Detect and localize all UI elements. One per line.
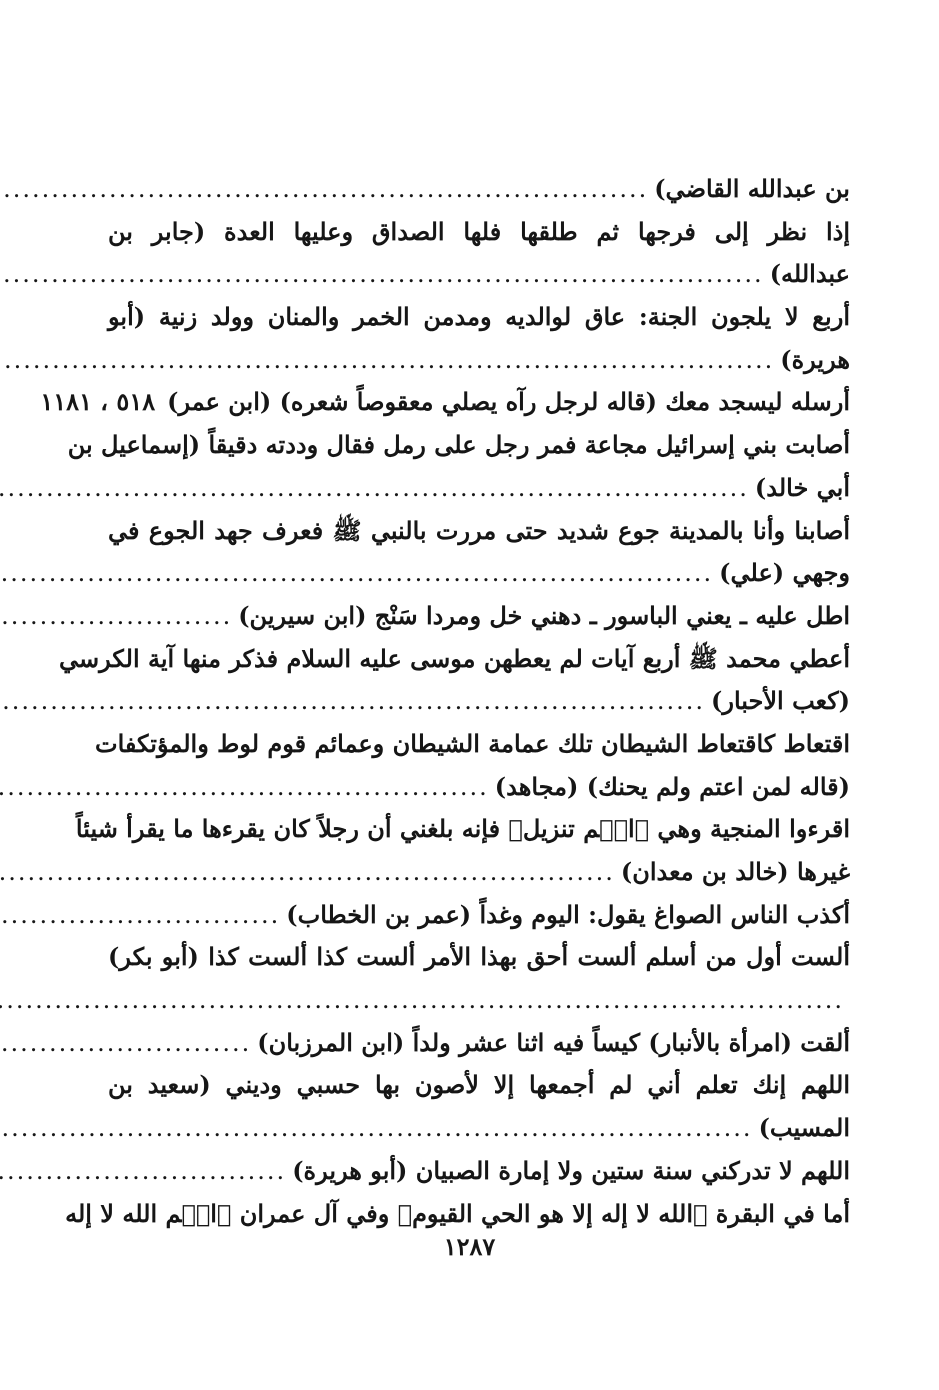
index-entry-line: ألقت (امرأة بالأنبار) كيساً فيه اثنا عشر ولداً (ابن المرزبان) .....	[108, 1022, 850, 1065]
index-entry-line: وجهي (علي) .....	[108, 552, 850, 595]
index-entry-line: أصابنا وأنا بالمدينة جوع شديد حتى مررت بالنبي ﷺ فعرف جهد الجوع في	[108, 515, 850, 545]
index-entry-line: أرسله ليسجد معك (قاله لرجل رآه يصلي معقوصاً شعره) (ابن عمر) ٥١٨ ، ١١٨١	[108, 381, 850, 424]
index-entry-line: ألست أول من أسلم ألست أحق بهذا الأمر ألست كذا ألست كذا (أبو بكر)	[108, 942, 850, 972]
index-entry-line: أعطي محمد ﷺ أربع آيات لم يعطهن موسى عليه السلام فذكر منها آية الكرسي	[59, 643, 850, 673]
index-entry-line: اقتعاط كاقتعاط الشيطان تلك عمامة الشيطان وعمائم قوم لوط والمؤتكفات	[94, 728, 850, 758]
index-page-body	[40, 168, 850, 1235]
index-entry-line: هريرة) .....	[108, 339, 850, 382]
leader-dots	[0, 766, 489, 809]
index-entry-line: اللهم لا تدركني سنة ستين ولا إمارة الصبيان (أبو هريرة) .....	[108, 1150, 850, 1193]
index-entry-line: اللهم إنك تعلم أني لم أجمعها إلا لأصون بها حسبي وديني (سعيد بن	[108, 1070, 850, 1100]
leader-dots	[0, 552, 713, 595]
index-entry-line: أربع لا يلجون الجنة: عاق لوالديه ومدمن الخمر والمنان وولد زنية (أبو	[108, 302, 850, 332]
index-entry-line: أكذب الناس الصواغ يقول: اليوم وغداً (عمر بن الخطاب) .....	[108, 894, 850, 937]
index-entry-line: أبي خالد) .....	[108, 467, 850, 510]
leader-dots	[0, 595, 232, 638]
index-entry-line: عبدالله) .....	[108, 253, 850, 296]
page-reference: ٥١٨ ، ١١٨١	[40, 387, 156, 417]
page-number: ١٢٨٧	[443, 1232, 496, 1261]
leader-dots	[0, 1107, 753, 1150]
leader-dots	[0, 1150, 286, 1193]
index-entry-line: إذا نظر إلى فرجها ثم طلقها فلها الصداق وعليها العدة (جابر بن	[108, 216, 850, 246]
leader-dots	[0, 168, 648, 211]
leader-dots	[0, 1022, 251, 1065]
leader-dots	[0, 680, 705, 723]
index-entry-line: اطل عليه ـ يعني الباسور ـ دهني خل ومردا سَنْج (ابن سيرين) .....	[108, 595, 850, 638]
index-entry-line: اقرءوا المنجية وهي ﴿الۤم تنزيل﴾ فإنه بلغني أن رجلاً كان يقرءها ما يقرأ شيئاً	[75, 814, 850, 844]
leader-dots	[0, 253, 764, 296]
index-entry-line	[108, 979, 850, 1022]
index-entry-line: أما في البقرة ﴿الله لا إله إلا هو الحي القيوم﴾ وفي آل عمران ﴿الۤم الله لا إله	[65, 1198, 850, 1228]
index-entry-line: (كعب الأحبار) .....	[108, 680, 850, 723]
index-entry-line: أصابت بني إسرائيل مجاعة فمر رجل على رمل فقال وددته دقيقاً (إسماعيل بن	[67, 430, 850, 460]
leader-dots	[0, 979, 844, 1022]
index-entry-line: بن عبدالله القاضي) .....	[108, 168, 850, 211]
index-entry-line: (قاله لمن اعتم ولم يحنك) (مجاهد) .....	[108, 766, 850, 809]
leader-dots	[0, 339, 774, 382]
leader-dots	[0, 851, 615, 894]
leader-dots	[0, 894, 280, 937]
index-entry-line: غيرها (خالد بن معدان) .....	[108, 851, 850, 894]
leader-dots	[0, 467, 749, 510]
index-entry-line: المسيب) .....	[108, 1107, 850, 1150]
